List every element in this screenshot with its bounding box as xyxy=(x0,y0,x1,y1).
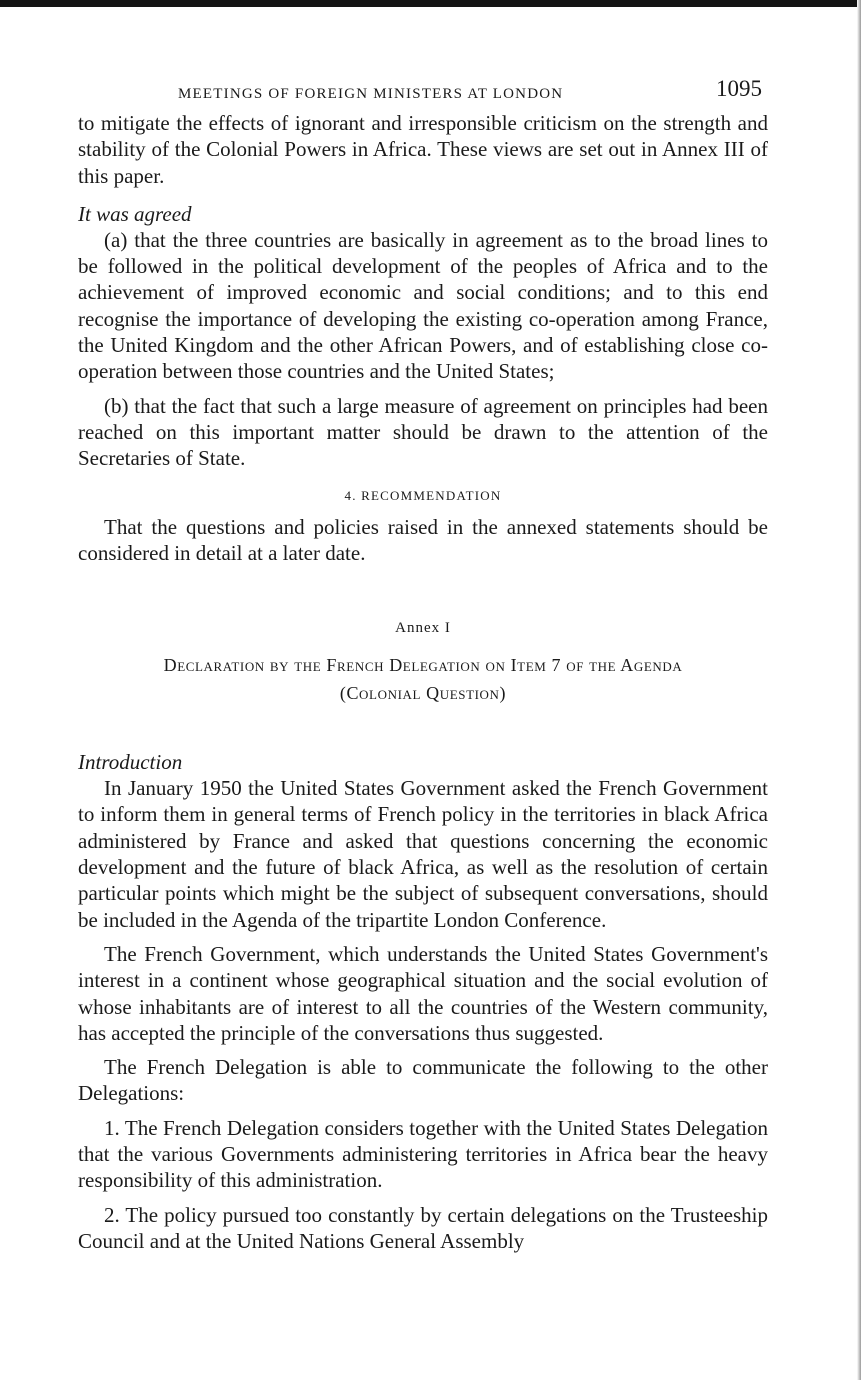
annex-paragraph-2: The French Government, which understands the United States Government's interest in a continent whose geographical situation and the social evolution of whose inhabitants are of interest to all the countries of the Western community, has accepted the principle of the conversations thus suggested. xyxy=(78,941,768,1045)
running-header xyxy=(78,70,768,110)
annex-paragraph-1: In January 1950 the United States Government asked the French Government to inform them in general terms of French policy in the territories in black Africa administered by France and asked that questions concerning the economic development and the future of black Africa, as well as the resolution of certain particular points which might be the subject of subsequent conversations, should be included in the Agenda of the tripartite London Conference. xyxy=(78,776,768,932)
agreed-heading: It was agreed xyxy=(78,201,192,226)
running-header-title: MEETINGS OF FOREIGN MINISTERS AT LONDON xyxy=(178,86,564,102)
annex-title-line-1: Declaration by the French Delegation on Item 7 of the Agenda xyxy=(163,655,683,676)
scan-border-top xyxy=(0,0,861,7)
scan-border-right xyxy=(857,0,861,1380)
document-page xyxy=(78,70,768,1254)
recommendation-paragraph: That the questions and policies raised in the annexed statements should be considered in detail at a later date. xyxy=(78,514,768,565)
agreed-clause-b: (b) that the fact that such a large measure of agreement on principles had been reached on this important matter should be drawn to the attention of the Secretaries of State. xyxy=(78,393,768,471)
annex-paragraph-3: The French Delegation is able to communicate the following to the other Delegations: xyxy=(78,1055,768,1106)
annex-title-line-2: (Colonial Question) xyxy=(339,683,507,704)
introduction-heading: Introduction xyxy=(78,750,183,775)
recommendation-heading: 4. RECOMMENDATION xyxy=(344,487,502,503)
page-number: 1095 xyxy=(716,76,762,101)
annex-title xyxy=(78,651,768,707)
agreed-clause-a: (a) that the three countries are basically in agreement as to the broad lines to be followed in the political development of the peoples of Africa and to the achievement of improved economic and social conditions; and to this end recognise the importance of developing the existing co-operation among France, the United Kingdom and the other African Powers, and of establishing close co-operation between those countries and the United States; xyxy=(78,227,768,384)
annex-numbered-point-2: 2. The policy pursued too constantly by certain delegations on the Trusteeship Council and at the United Nations General Assembly xyxy=(78,1202,768,1253)
annex-numbered-point-1: 1. The French Delegation considers together with the United States Delegation that the various Governments administering territories in Africa bear the heavy responsibility of this administration. xyxy=(78,1115,768,1193)
opening-paragraph: to mitigate the effects of ignorant and irresponsible criticism on the strength and stability of the Colonial Powers in Africa. These views are set out in Annex III of this paper. xyxy=(78,111,768,188)
annex-label: Annex I xyxy=(395,620,451,637)
